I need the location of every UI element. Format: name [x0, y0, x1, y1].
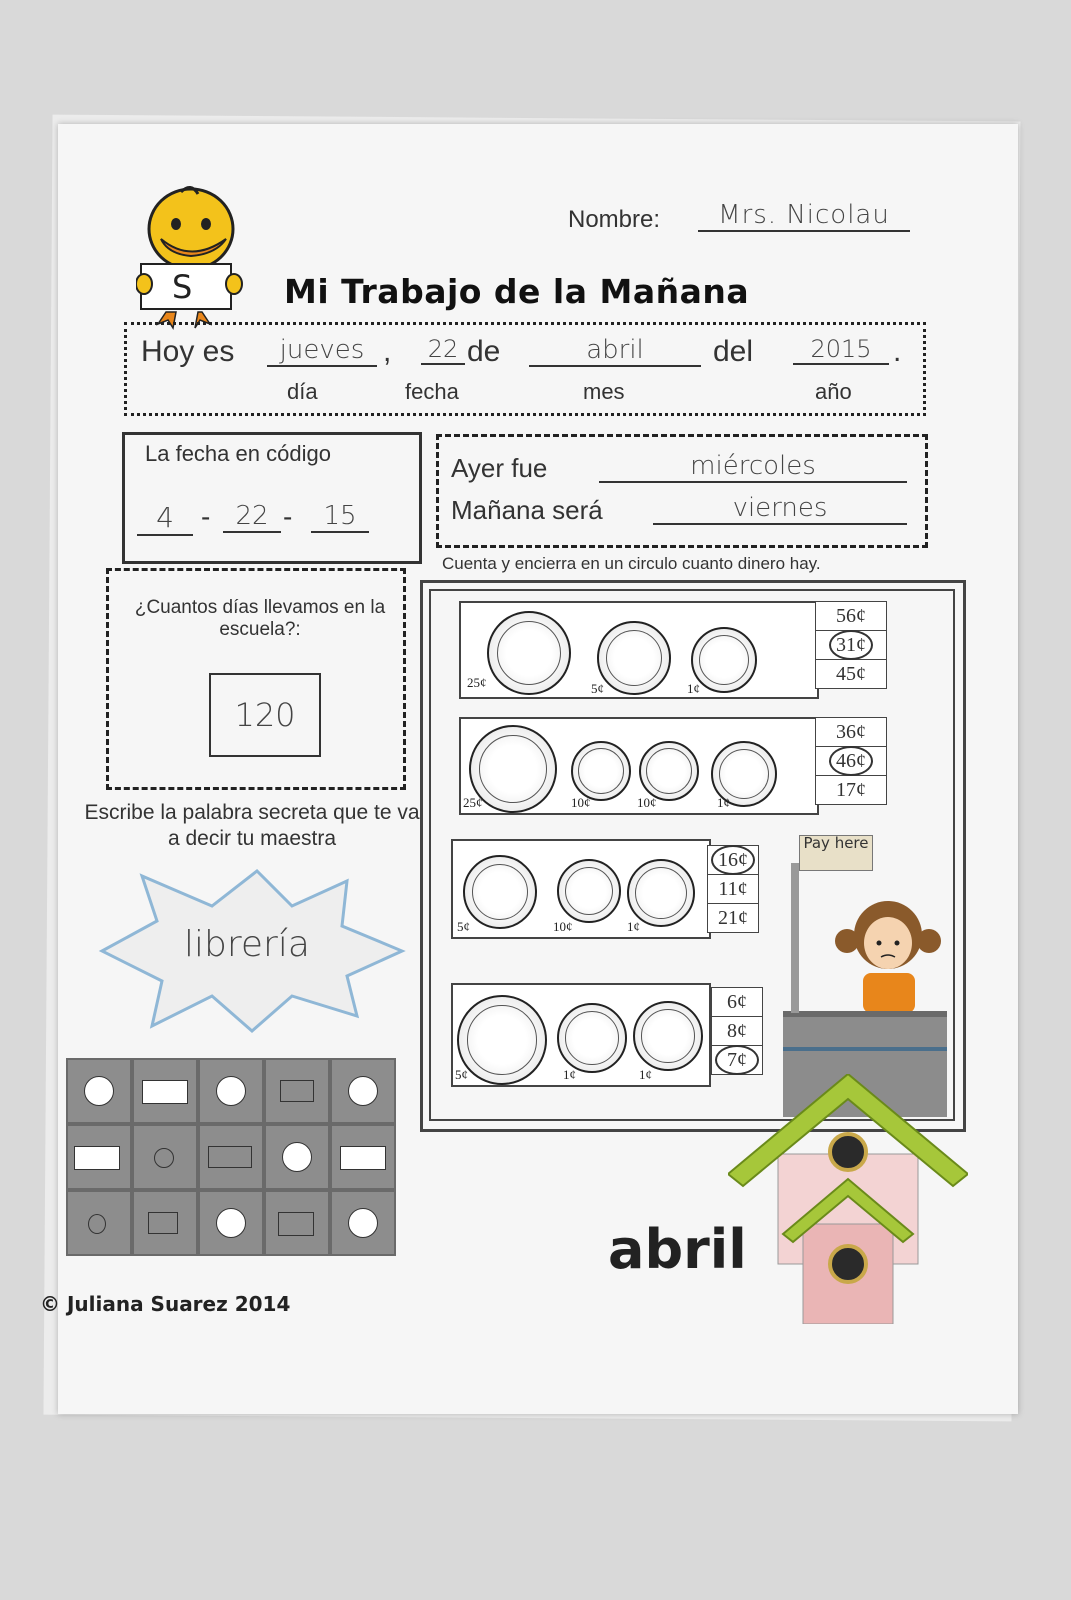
dia-caption: día — [287, 379, 318, 404]
grid-cell[interactable] — [132, 1124, 198, 1190]
dias-answer-box[interactable] — [209, 673, 321, 757]
dime-coin-icon — [557, 859, 621, 923]
manana-label: Mañana será — [451, 495, 603, 525]
period: . — [893, 335, 902, 368]
rectangle-icon — [142, 1080, 188, 1104]
secreta-instruction: Escribe la palabra secreta que te va a decir tu maestra — [84, 801, 420, 850]
grid-cell[interactable] — [264, 1190, 330, 1256]
money-instruction: Cuenta y encierra en un circulo cuanto dinero hay. — [442, 554, 821, 573]
rectangle-icon — [340, 1146, 386, 1170]
secreta-value: librería — [184, 924, 310, 965]
codigo-box — [122, 432, 422, 564]
de-label: de — [467, 335, 501, 368]
fecha-caption: fecha — [405, 379, 459, 404]
register-stripe — [783, 1047, 947, 1051]
circle-icon — [348, 1208, 378, 1238]
secreta-star[interactable] — [82, 866, 412, 1036]
dias-value: 120 — [234, 696, 296, 734]
grid-cell[interactable] — [330, 1058, 396, 1124]
grid-cell[interactable] — [264, 1124, 330, 1190]
circle-icon — [88, 1214, 106, 1234]
del-label: del — [713, 335, 754, 368]
answer-choice-circled[interactable]: 7¢ — [711, 1046, 763, 1075]
dias-box — [106, 568, 406, 790]
answer-choice-circled[interactable]: 16¢ — [707, 845, 759, 875]
birdhouse-icon — [728, 1074, 968, 1324]
page-title: Mi Trabajo de la Mañana — [284, 272, 750, 311]
rectangle-icon — [278, 1212, 314, 1236]
coin-value: 10¢ — [637, 795, 657, 810]
coin-value: 5¢ — [457, 919, 470, 934]
mes-field[interactable]: abril — [529, 335, 701, 367]
answer-choice[interactable]: 36¢ — [815, 717, 887, 747]
pay-here-label: Pay here — [803, 834, 869, 852]
duck-letter: S — [172, 268, 193, 306]
coin-row — [459, 601, 819, 699]
grid-cell[interactable] — [132, 1190, 198, 1256]
coin-value: 1¢ — [717, 795, 730, 810]
rectangle-icon — [280, 1080, 314, 1102]
codigo-sep-2: - — [283, 501, 293, 532]
duck-icon — [136, 184, 246, 334]
grid-cell[interactable] — [198, 1190, 264, 1256]
coin-row — [451, 983, 711, 1087]
dias-question: ¿Cuantos días llevamos en la escuela?: — [134, 597, 386, 640]
ayer-manana-box — [436, 434, 928, 548]
fecha-field[interactable]: 22 — [421, 335, 465, 365]
coin-value: 1¢ — [627, 919, 640, 934]
penny-coin-icon — [633, 1001, 703, 1071]
answer-choice-circled[interactable]: 46¢ — [815, 747, 887, 776]
dime-coin-icon — [571, 741, 631, 801]
dime-coin-icon — [639, 741, 699, 801]
answer-choices — [815, 601, 887, 689]
date-line-box — [124, 322, 926, 416]
cashier-girl-icon — [833, 893, 943, 1013]
grid-cell[interactable] — [198, 1058, 264, 1124]
ayer-field[interactable]: miércoles — [599, 451, 907, 483]
ayer-label: Ayer fue — [451, 453, 548, 483]
coin-value: 10¢ — [553, 919, 573, 934]
answer-choice[interactable]: 6¢ — [711, 987, 763, 1017]
hoy-es-label: Hoy es — [141, 335, 235, 368]
grid-cell[interactable] — [66, 1190, 132, 1256]
circle-icon — [84, 1076, 114, 1106]
circle-icon — [216, 1076, 246, 1106]
grid-cell[interactable] — [66, 1058, 132, 1124]
penny-coin-icon — [557, 1003, 627, 1073]
dia-field[interactable]: jueves — [267, 335, 377, 367]
coin-value: 25¢ — [467, 675, 487, 690]
coin-value: 25¢ — [463, 795, 483, 810]
circle-icon — [348, 1076, 378, 1106]
worksheet-page — [40, 124, 1018, 1414]
coin-value: 1¢ — [563, 1067, 576, 1082]
answer-choice[interactable]: 45¢ — [815, 660, 887, 689]
codigo-title: La fecha en código — [145, 441, 331, 466]
answer-choices — [711, 987, 763, 1075]
circle-icon — [154, 1148, 174, 1168]
codigo-year-field[interactable]: 15 — [311, 501, 369, 533]
rectangle-icon — [148, 1212, 178, 1234]
answer-choices — [707, 845, 759, 933]
answer-choice[interactable]: 8¢ — [711, 1017, 763, 1046]
codigo-sep-1: - — [201, 501, 211, 532]
answer-choice-circled[interactable]: 31¢ — [815, 631, 887, 660]
codigo-day-field[interactable]: 22 — [223, 501, 281, 533]
penny-coin-icon — [691, 627, 757, 693]
nickel-coin-icon — [463, 855, 537, 929]
ano-field[interactable]: 2015 — [793, 335, 889, 365]
nickel-coin-icon — [597, 621, 671, 695]
coin-row — [459, 717, 819, 815]
grid-cell[interactable] — [66, 1124, 132, 1190]
shape-grid — [66, 1058, 396, 1256]
circle-icon — [216, 1208, 246, 1238]
money-frame — [420, 580, 966, 1132]
comma: , — [383, 335, 392, 368]
circle-icon — [282, 1142, 312, 1172]
copyright: © Juliana Suarez 2014 — [40, 1292, 291, 1316]
answer-choice[interactable]: 17¢ — [815, 776, 887, 805]
answer-choice[interactable]: 21¢ — [707, 904, 759, 933]
coin-value: 1¢ — [639, 1067, 652, 1082]
grid-cell[interactable] — [330, 1190, 396, 1256]
grid-cell[interactable] — [330, 1124, 396, 1190]
penny-coin-icon — [627, 859, 695, 927]
coin-value: 5¢ — [455, 1067, 468, 1082]
coin-row — [451, 839, 711, 939]
manana-field[interactable]: viernes — [653, 493, 907, 525]
answer-choice[interactable]: 56¢ — [815, 601, 887, 631]
grid-cell[interactable] — [132, 1058, 198, 1124]
rectangle-icon — [74, 1146, 120, 1170]
coin-value: 1¢ — [687, 681, 700, 696]
quarter-coin-icon — [487, 611, 571, 695]
grid-cell[interactable] — [264, 1058, 330, 1124]
pay-here-sign — [799, 835, 873, 871]
mes-caption: mes — [583, 379, 625, 404]
nombre-field[interactable]: Mrs. Nicolau — [698, 200, 910, 232]
grid-cell[interactable] — [198, 1124, 264, 1190]
rectangle-icon — [208, 1146, 252, 1168]
coin-value: 10¢ — [571, 795, 591, 810]
coin-value: 5¢ — [591, 681, 604, 696]
answer-choices — [815, 717, 887, 805]
nickel-coin-icon — [457, 995, 547, 1085]
codigo-month-field[interactable]: 4 — [137, 501, 193, 536]
register-pole — [791, 863, 799, 1013]
nombre-label: Nombre: — [568, 206, 661, 233]
answer-choice[interactable]: 11¢ — [707, 875, 759, 904]
ano-caption: año — [815, 379, 852, 404]
footer-month: abril — [608, 1218, 747, 1281]
